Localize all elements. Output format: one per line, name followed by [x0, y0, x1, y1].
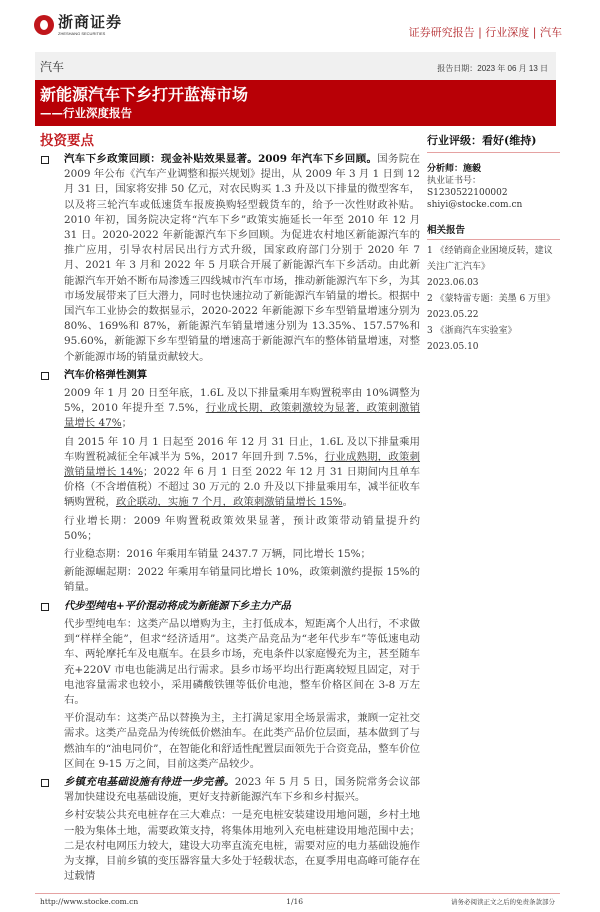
paragraph: 2009 年 1 月 20 日至年底，1.6L 及以下排量乘用车购置税率由 10%调整为 5%，2010 年提升至 7.5%，行业成长期，政策刺激较为显著，政策刺激销量增长 47%；	[64, 387, 421, 430]
paragraph: 行业稳态期：2016 年乘用车销量 2437.7 万辆，同比增长 15%；	[64, 548, 371, 561]
related-report-link[interactable]: 2 《蒙特雷专题：美墨 6 万里》 2023.05.22	[427, 294, 556, 320]
bullet-icon	[41, 603, 49, 611]
bold-lead: 乡镇充电基础设施有待进一步完善。	[64, 775, 235, 788]
footer	[35, 893, 560, 906]
analyst-email[interactable]: shiyi@stocke.com.cn	[427, 200, 523, 210]
report-date: 报告日期：2023 年 06 月 13 日	[437, 63, 548, 73]
disclaimer-note: 请务必阅读正文之后的免责条款部分	[451, 898, 555, 907]
logo-icon	[34, 15, 54, 35]
report-title: 新能源汽车下乡打开蓝海市场	[40, 85, 249, 104]
bullet-icon	[41, 779, 49, 787]
related-reports-heading: 相关报告	[427, 225, 560, 240]
paragraph: 代步型纯电车：这类产品以增购为主，主打低成本，短距离个人出行，不求做到“样样全能”，但求“经济适用”。这类产品竞品为“老年代步车”等低速电动车、两轮摩托车及电瓶车。在县乡市场，充电条件以家庭慢充为主，甚至随车充+220V 市电也能满足出行需求。县乡市场平均出行距离较短且固定，对于电池容量需求也较小，采用磷酸铁锂等低价电池，整车价格区间在 3-8 万左右。	[64, 617, 420, 706]
related-report-link[interactable]: 3 《浙商汽车实验室》 2023.05.10	[427, 326, 517, 352]
product-section	[40, 599, 420, 772]
company-logo	[34, 14, 122, 36]
industry-label: 汽车	[40, 59, 65, 74]
logo-name: 浙商证券	[58, 13, 123, 31]
paragraph: 行业增长期：2009 年购置税政策效果显著，预计政策带动销量提升约 50%；	[64, 514, 420, 542]
report-subtitle: ——行业深度报告	[40, 106, 132, 120]
license-number: 执业证书号：S1230522100002	[427, 176, 508, 198]
paragraph: 新能源崛起期：2022 年乘用车销量同比增长 10%，政策刺激约提振 15%的销量。	[64, 566, 420, 594]
report-type: 证券研究报告 | 行业深度 | 汽车	[408, 26, 562, 39]
industry-rating: 行业评级：看好(维持)	[427, 134, 560, 153]
charging-section	[40, 775, 420, 884]
main-column	[40, 126, 420, 884]
title-banner	[35, 80, 556, 126]
paragraph: 国务院在 2009 年公布《汽车产业调整和振兴规划》提出，从 2009 年 3 月 1 日到 12 月 31 日，国家将安排 50 亿元，对农民购买 1.3 升及以下排量的微型客车，以及将三轮汽车或低速货车报废换购轻型载货车的，给予一次性财政补贴。2010 年初，国务院决定将“汽车下乡”政策实施延长一年至 2010 年 12 月 31 日。2020-2022 年新能源汽车下乡回顾。为促进农村地区新能源汽车的推广应用，引导农村居民出行方式升级，国家政府部门分别于 2020 年 7 月、2021 年 3 月和 2022 年 5 月联合开展了新能源汽车下乡活动。由此新能源汽车开始不断布局渗透三四线城市汽车市场，推动新能源汽车下乡，为其市场发展带来了巨大潜力，同时也快速拉动了新能源汽车销量的增长。根据中国汽车工业协会的数据显示，2020-2022 年新能源下乡车型销量增速分别为 80%、169%和 87%，新能源汽车销量增速分别为 13.35%、157.57%和 95.60%，新能源下乡车型销量的增速高于新能源汽车的整体销量增速，对整个新能源市场的销量贡献较大。	[64, 153, 421, 363]
policy-review-section	[40, 152, 420, 365]
bullet-icon	[41, 156, 49, 164]
subsection-heading: 汽车价格弹性测算	[64, 368, 148, 381]
analyst-name: 分析师：施毅	[427, 164, 482, 174]
info-band	[35, 52, 556, 80]
bold-lead: 汽车下乡政策回顾：现金补贴效果显著。2009 年汽车下乡回顾。	[64, 153, 378, 165]
logo-sub: ZHESHANG SECURITIES	[58, 31, 106, 36]
section-heading: 投资要点	[40, 133, 94, 149]
top-bar	[0, 0, 600, 52]
footer-url[interactable]: http://www.stocke.com.cn	[40, 897, 139, 907]
subsection-heading: 代步型纯电+平价混动将成为新能源下乡主力产品	[64, 599, 291, 612]
related-report-link[interactable]: 1 《经销商企业困境反转，建议关注广汇汽车》 2023.06.03	[427, 246, 553, 288]
paragraph: 自 2015 年 10 月 1 日起至 2016 年 12 月 31 日止，1.6L 及以下排量乘用车购置税减征全年减半为 5%，2017 年回升到 7.5%，行业成熟期，政策刺激销量增长 14%；2022 年 6 月 1 日至 2022 年 12 月 31 日期间内且单车价格（不含增值税）不超过 30 万元的 2.0 升及以下排量乘用车，减半征收车辆购置税，政企联动，实施 7 个月，政策刺激销量增长 15%。	[64, 435, 421, 509]
sidebar	[427, 134, 560, 355]
page-number: 1/16	[286, 897, 304, 907]
paragraph: 2023 年 5 月 5 日，国务院常务会议部署加快建设充电基础设施，更好支持新能源汽车下乡和乡村振兴。	[64, 775, 420, 804]
paragraph: 平价混动车：这类产品以替换为主，主打满足家用全场景需求，兼顾一定社交需求。这类产品竞品为传统低价燃油车。在此类产品价位层面，基本做到了与燃油车的“油电同价”，在智能化和舒适性配置层面领先于合资竞品，整车价位区间在 9-15 万之间，目前这类产品较少。	[64, 712, 420, 770]
paragraph: 乡村安装公共充电桩存在三大难点：一是充电桩安装建设用地问题，乡村土地一般为集体土地，需要政策支持，将集体用地列入充电桩建设用地范围中去；二是农村电网压力较大，建设大功率直流充电桩，需要对应的电力基础设施作为支撑，目前乡镇的变压器容量大多处于轻载状态，在夏季用电高峰可能存在过载情	[64, 809, 420, 883]
price-elasticity-section	[40, 368, 420, 596]
content-area	[0, 126, 600, 887]
bullet-icon	[41, 372, 49, 380]
